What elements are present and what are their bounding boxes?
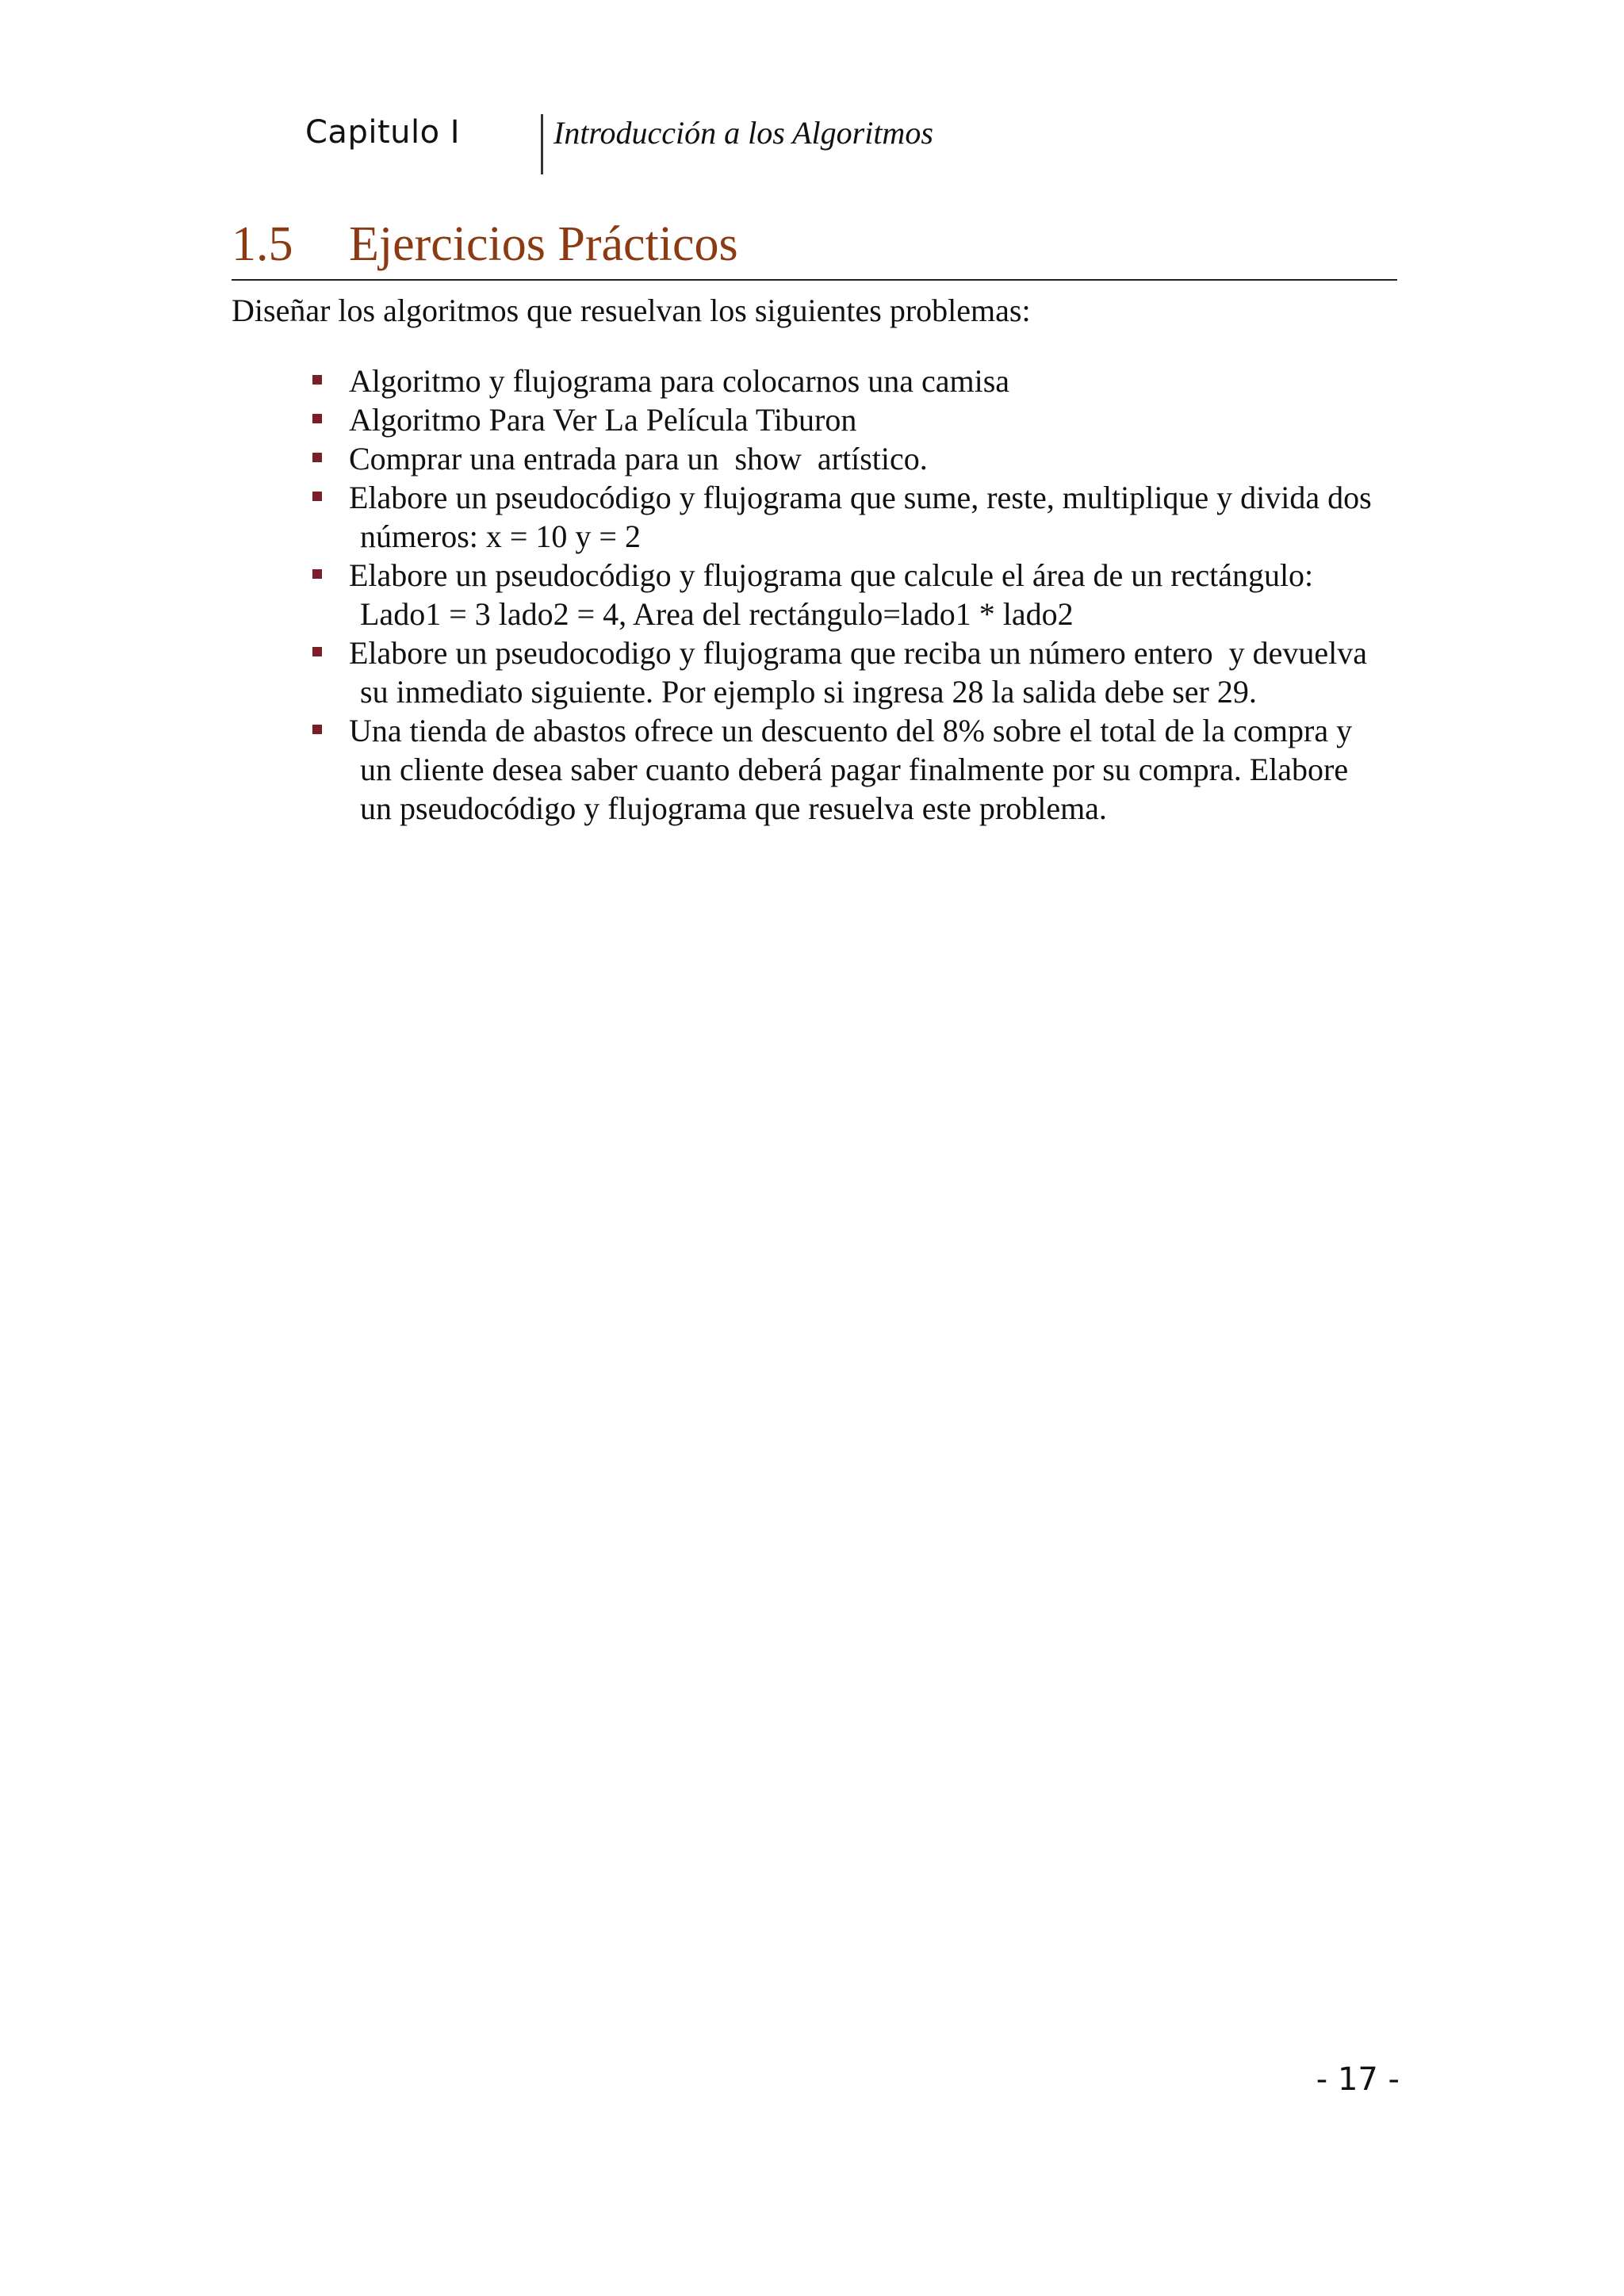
section-number: 1.5 <box>232 217 293 271</box>
list-item-line: Comprar una entrada para un show artístico. <box>349 441 928 476</box>
list-item-line: Elabore un pseudocodigo y flujograma que reciba un número entero y devuelva <box>349 635 1368 671</box>
list-item <box>309 439 1404 478</box>
square-bullet-icon <box>312 647 322 656</box>
page-number: - 17 - <box>1316 2061 1400 2098</box>
square-bullet-icon <box>312 569 322 579</box>
header-divider <box>541 114 543 174</box>
list-item <box>309 556 1404 633</box>
list-item <box>309 478 1404 556</box>
running-header <box>305 111 1400 174</box>
section-intro: Diseñar los algoritmos que resuelvan los siguientes problemas: <box>232 293 1031 328</box>
list-item <box>309 633 1404 711</box>
list-item-line: Elabore un pseudocódigo y flujograma que sume, reste, multiplique y divida dos <box>349 480 1372 515</box>
square-bullet-icon <box>312 375 322 385</box>
section-title: Ejercicios Prácticos <box>349 217 738 271</box>
section-heading <box>232 212 1397 276</box>
list-item-line: Lado1 = 3 lado2 = 4, Area del rectángulo=lado1 * lado2 <box>360 596 1074 632</box>
list-item <box>309 711 1404 828</box>
section-block <box>232 212 1397 330</box>
square-bullet-icon <box>312 453 322 462</box>
header-title: Introducción a los Algoritmos <box>553 115 933 151</box>
square-bullet-icon <box>312 725 322 734</box>
list-item <box>309 362 1404 400</box>
header-chapter: Capitulo I <box>305 114 461 151</box>
list-item-line: Algoritmo Para Ver La Película Tiburon <box>349 402 857 438</box>
list-item-line: Elabore un pseudocódigo y flujograma que calcule el área de un rectángulo: <box>349 557 1314 593</box>
list-item-line: un cliente desea saber cuanto deberá pagar finalmente por su compra. Elabore <box>360 752 1349 787</box>
exercise-list <box>309 362 1404 828</box>
section-rule <box>232 279 1397 281</box>
list-item-line: Una tienda de abastos ofrece un descuento del 8% sobre el total de la compra y <box>349 713 1353 748</box>
list-item <box>309 400 1404 439</box>
list-item-line: un pseudocódigo y flujograma que resuelva este problema. <box>360 790 1107 826</box>
square-bullet-icon <box>312 414 322 423</box>
list-item-line: Algoritmo y flujograma para colocarnos una camisa <box>349 363 1010 399</box>
list-item-line: su inmediato siguiente. Por ejemplo si ingresa 28 la salida debe ser 29. <box>360 674 1257 710</box>
square-bullet-icon <box>312 492 322 501</box>
list-item-line: números: x = 10 y = 2 <box>360 519 641 554</box>
